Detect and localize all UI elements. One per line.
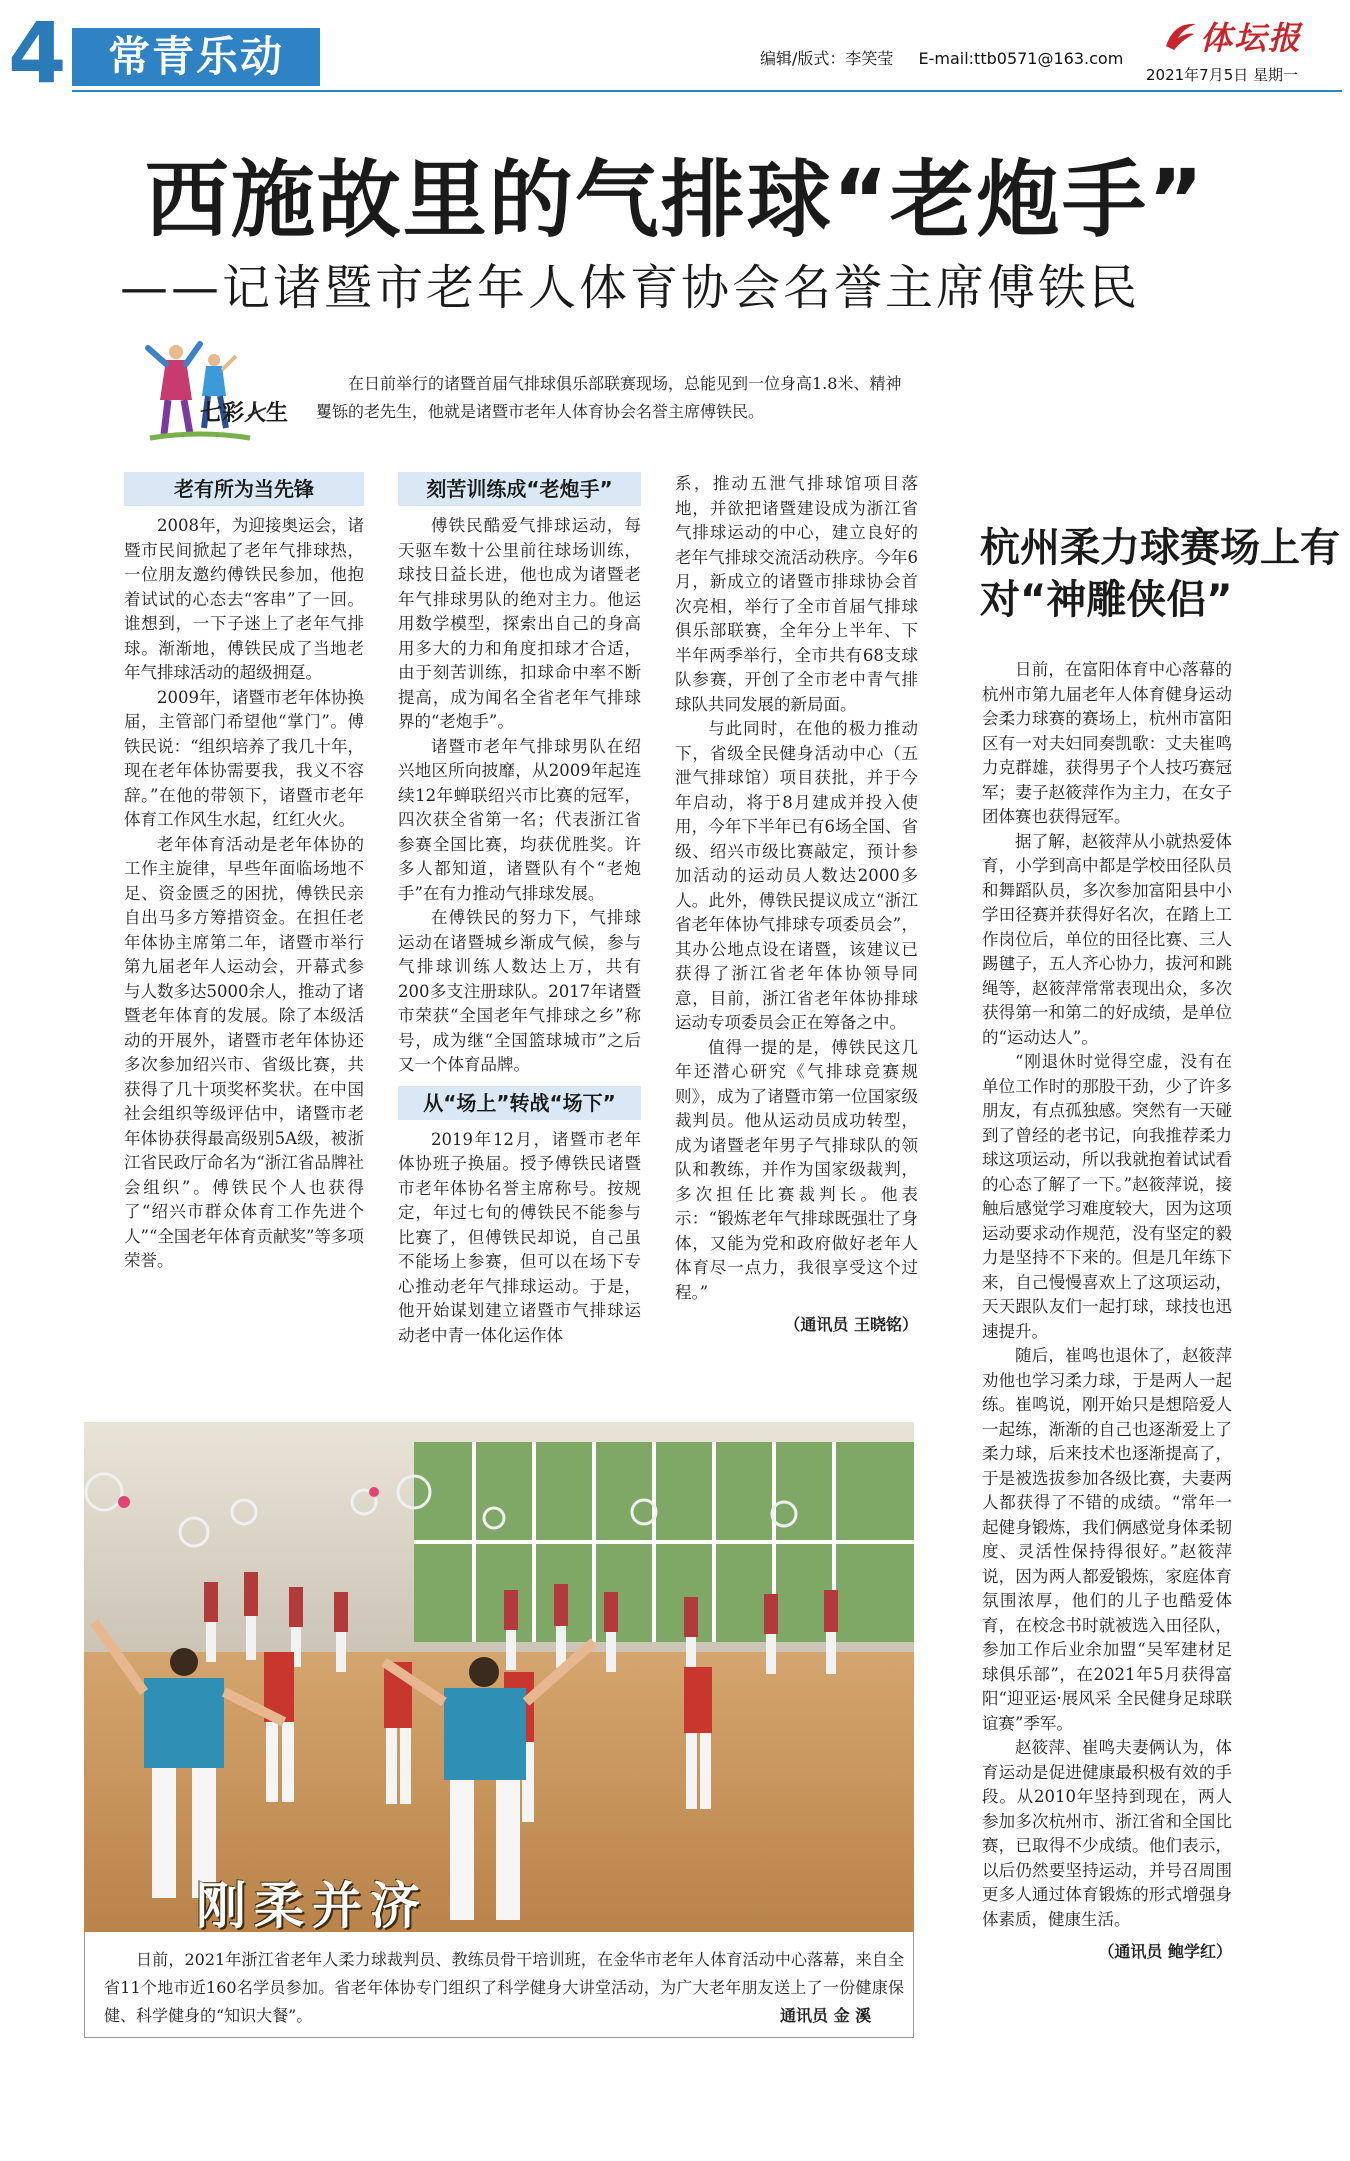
paragraph: 2009年，诸暨市老年体协换届，主管部门希望他“掌门”。傅铁民说：“组织培养了我几十年，现在老年体协需要我，我义不容辞。”在他的带领下，诸暨市老年体育工作风生水起，红红火火。	[124, 687, 364, 829]
byline: （通讯员 鲍学红）	[1098, 1942, 1232, 1961]
paragraph: 与此同时，在他的极力推动下，省级全民健身活动中心（五泄气排球馆）项目获批，并于今年启动，将于8月建成并投入使用，今年下半年已有6场全国、省级、绍兴市级比赛敲定，预计参加活动的运动员人数达2000多人。此外，傅铁民提议成立“浙江省老年体协气排球专项委员会”，其办公地点设在诸暨，该建议已获得了浙江省老年体协领导同意，目前，浙江省老年体协排球运动专项委员会正在筹备之中。	[675, 719, 918, 1032]
section-subtitle: 刻苦训练成“老炮手”	[398, 472, 641, 506]
paragraph: 值得一提的是，傅铁民这几年还潜心研究《气排球竞赛规则》，成为了诸暨市第一位国家级裁判员。他从运动员成功转型，成为诸暨老年男子气排球队的领队和教练，并作为国家级裁判，多次担任比赛裁判长。他表示：“锻炼老年气排球既强壮了身体，又能为党和政府做好老年人体育尽一点力，我很享受这个过程。”	[675, 1037, 918, 1302]
article-column-3	[675, 472, 918, 1338]
paper-logo-icon	[1160, 16, 1200, 56]
masthead-rule	[72, 90, 1342, 92]
lead-paragraph: 在日前举行的诸暨首届气排球俱乐部联赛现场，总能见到一位身高1.8米、精神矍铄的老先生，他就是诸暨市老年人体育协会名誉主席傅铁民。	[316, 374, 902, 421]
paragraph: 2019年12月，诸暨市老年体协班子换届。授予傅铁民诸暨市老年体协名誉主席称号。按规定，年过七旬的傅铁民不能参与比赛了，但傅铁民却说，自己虽不能场上参赛，但可以在场下专心推动老年气排球运动。于是，他开始谋划建立诸暨市气排球运动老中青一体化运作体	[398, 1129, 641, 1345]
editor-email: E-mail:ttb0571@163.com	[918, 49, 1124, 68]
column-label: 七彩人生	[200, 401, 289, 426]
page-number: 4	[8, 4, 67, 102]
paragraph: 系，推动五泄气排球馆项目落地，并欲把诸暨建设成为浙江省气排球运动的中心，建立良好的老年气排球交流活动秩序。今年6月，新成立的诸暨市排球协会首次亮相，举行了全市首届气排球俱乐部联赛，全年分上半年、下半年两季举行，全市共有68支球队参赛，开创了全市老中青气排球队共同发展的新局面。	[675, 474, 918, 714]
main-subheadline: ——记诸暨市老年人体育协会名誉主席傅铁民	[120, 260, 1141, 316]
dancer-illustration-icon	[140, 338, 300, 448]
section-banner: 常青乐动	[72, 28, 320, 86]
issue-date: 2021年7月5日 星期一	[1146, 66, 1299, 84]
editor-info	[760, 46, 1143, 69]
main-headline: 西施故里的气排球“老炮手”	[144, 151, 1206, 249]
paragraph: 诸暨市老年气排球男队在绍兴地区所向披靡，从2009年起连续12年蝉联绍兴市比赛的冠军，四次获全省第一名；代表浙江省参赛全国比赛，均获优胜奖。许多人都知道，诸暨队有个“老炮手”在有力推动气排球发展。	[398, 736, 641, 903]
paragraph: “刚退休时觉得空虚，没有在单位工作时的那股干劲，少了许多朋友，有点孤独感。突然有一天碰到了曾经的老书记，向我推荐柔力球这项运动，所以我就抱着试试看的心态了解了一下。”赵筱萍说，接触后感觉学习难度较大，因为这项运动要求动作规范，没有坚定的毅力是坚持不下来的。但是几年练下来，自己慢慢喜欢上了这项运动，天天跟队友们一起打球，球技也迅速提升。	[982, 1052, 1232, 1341]
paragraph: 赵筱萍、崔鸣夫妻俩认为，体育运动是促进健康最积极有效的手段。从2010年坚持到现在，两人参加多次杭州市、浙江省和全国比赛，已取得不少成绩。他们表示，以后仍然要坚持运动，并号召周围更多人通过体育锻炼的形式增强身体素质，健康生活。	[982, 1738, 1232, 1929]
gym-scene-image	[84, 1422, 914, 1932]
article-column-2	[398, 472, 641, 1348]
section-subtitle: 从“场上”转战“场下”	[398, 1086, 641, 1120]
right-article-headline: 杭州柔力球赛场上有对“神雕侠侣”	[980, 525, 1340, 623]
photo-overlay-title: 刚柔并济	[196, 1877, 428, 1935]
paper-name: 体坛报	[1200, 19, 1303, 57]
article-column-1	[124, 472, 364, 1274]
paper-logo	[1160, 14, 1340, 58]
paragraph: 在傅铁民的努力下，气排球运动在诸暨城乡渐成气候，参与气排球训练人数达上万，共有200多支注册球队。2017年诸暨市荣获“全国老年气排球之乡”称号，成为继“全国篮球城市”之后又一个体育品牌。	[398, 908, 641, 1074]
paragraph: 老年体育活动是老年体协的工作主旋律，早些年面临场地不足、资金匮乏的困扰，傅铁民亲自出马多方筹措资金。在担任老年体协主席第二年，诸暨市举行第九届老年人运动会，开幕式参与人数多达5000余人，推动了诸暨老年体育的发展。除了本级活动的开展外，诸暨市老年体协还多次参加绍兴市、省级比赛，共获得了几十项奖杯奖状。在中国社会组织等级评估中，诸暨市老年体协获得最高级别5A级，被浙江省民政厅命名为“浙江省品牌社会组织”。傅铁民个人也获得了“绍兴市群众体育工作先进个人”“全国老年体育贡献奖”等多项荣誉。	[124, 834, 364, 1270]
event-photo	[84, 1422, 914, 1932]
editor-name: 编辑/版式：李笑莹	[760, 49, 894, 68]
right-article-body	[982, 658, 1232, 1965]
byline: （通讯员 王晓铭）	[784, 1315, 918, 1334]
paragraph: 随后，崔鸣也退休了，赵筱萍劝他也学习柔力球，于是两人一起练。崔鸣说，刚开始只是想陪爱人一起练，渐渐的自己也逐渐爱上了柔力球，后来技术也逐渐提高了，于是被选拔参加各级比赛，夫妻两人都获得了不错的成绩。“常年一起健身锻炼，我们俩感觉身体柔韧度、灵活性保持得很好。”赵筱萍说，因为两人都爱锻炼，家庭体育氛围浓厚，他们的儿子也酷爱体育，在校念书时就被选入田径队，参加工作后业余加盟“吴军建材足球俱乐部”，在2021年5月获得富阳“迎亚运·展风采 全民健身足球联谊赛”季军。	[982, 1346, 1232, 1733]
photo-caption: 日前，2021年浙江省老年人柔力球裁判员、教练员骨干培训班，在金华市老年人体育活动中心落幕，来自全省11个地市近160名学员参加。省老年体协专门组织了科学健身大讲堂活动，为广大老年朋友送上了一份健康保健、科学健身的“知识大餐”。	[104, 1950, 904, 2025]
masthead	[0, 0, 1350, 100]
section-subtitle: 老有所为当先锋	[124, 472, 364, 506]
photo-byline: 通讯员 金 溪	[780, 2006, 872, 2025]
paragraph: 据了解，赵筱萍从小就热爱体育，小学到高中都是学校田径队员和舞蹈队员，多次参加富阳县中小学田径赛并获得好名次，在踏上工作岗位后，单位的田径比赛、三人踢毽子，五人齐心协力，拔河和跳绳等，赵筱萍常常表现出众，多次获得第一和第二的好成绩，是单位的“运动达人”。	[982, 831, 1232, 1047]
paragraph: 2008年，为迎接奥运会，诸暨市民间掀起了老年气排球热，一位朋友邀约傅铁民参加，他抱着试试的心态去“客串”了一回。谁想到，一下子迷上了老年气排球。渐渐地，傅铁民成了当地老年气排球活动的超级拥趸。	[124, 516, 364, 682]
paragraph: 日前，在富阳体育中心落幕的杭州市第九届老年人体育健身运动会柔力球赛的赛场上，杭州市富阳区有一对夫妇同奏凯歌：丈夫崔鸣力克群雄，获得男子个人技巧赛冠军；妻子赵筱萍作为主力，在女子团体赛也获得冠军。	[982, 660, 1232, 826]
paragraph: 傅铁民酷爱气排球运动，每天驱车数十公里前往球场训练，球技日益长进，他也成为诸暨老年气排球男队的绝对主力。他运用数学模型，探索出自己的身高用多大的力和角度扣球才合适，由于刻苦训练，扣球命中率不断提高，成为闻名全省老年气排球界的“老炮手”。	[398, 516, 641, 731]
